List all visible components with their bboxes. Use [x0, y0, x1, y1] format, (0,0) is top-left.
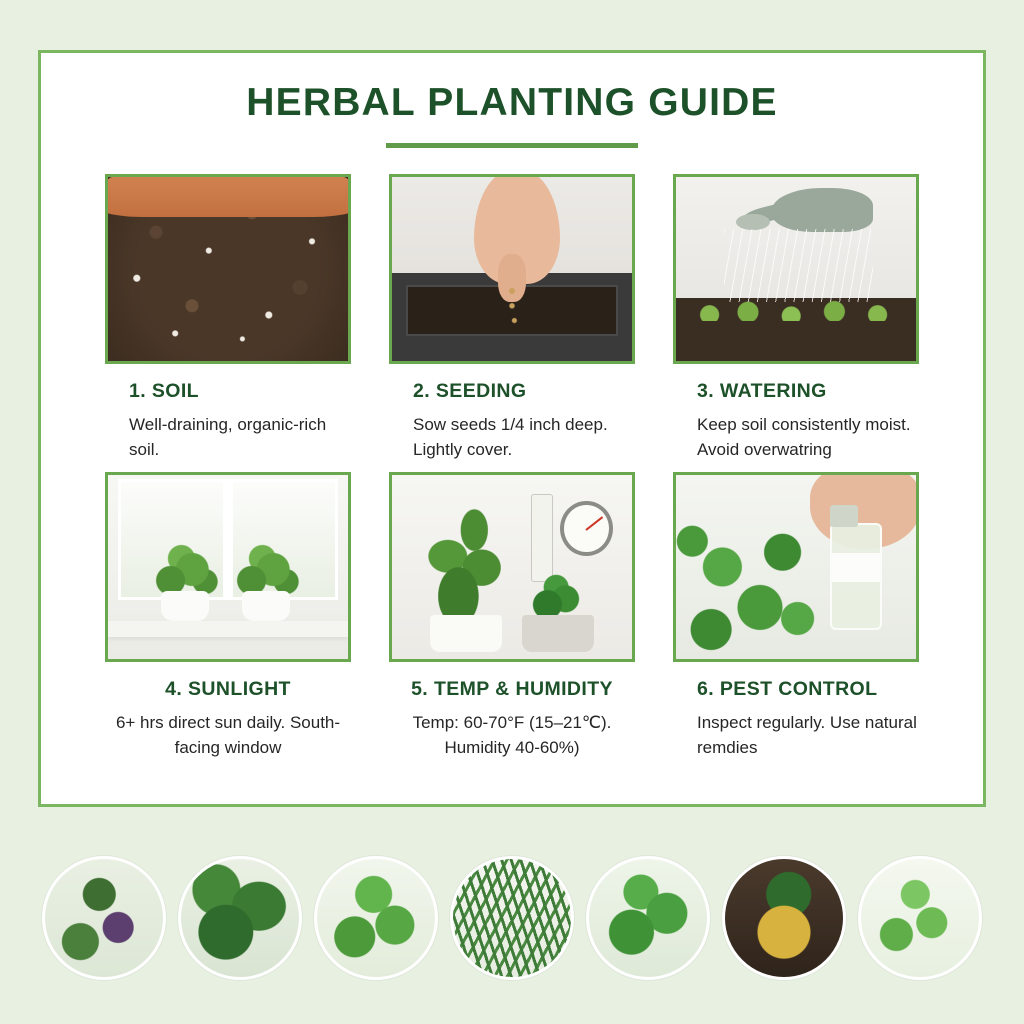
- herb-foliage-left-shape: [149, 542, 221, 597]
- step-title-pest-control: 6. PEST CONTROL: [697, 678, 878, 701]
- step-title-seeding: 2. SEEDING: [413, 380, 527, 402]
- humidity-gauge-icon: [560, 501, 613, 556]
- basil-plant-shape: [524, 571, 591, 619]
- white-pot-left-shape: [161, 591, 209, 620]
- step-card-temp-humidity: [389, 472, 635, 760]
- step-description-pest-control: Inspect regularly. Use natural remdies: [697, 713, 917, 757]
- step-card-pest-control: [673, 472, 919, 760]
- steps-grid: [105, 174, 919, 761]
- spraying-mint-with-natural-spray-photo: [673, 472, 919, 662]
- mint-herb-thumb: [586, 856, 710, 980]
- thermometer-icon: [531, 494, 553, 582]
- gauge-needle-shape: [586, 516, 604, 531]
- herb-thumbnail-strip: [0, 838, 1024, 998]
- step-description-seeding: Sow seeds 1/4 inch deep. Lightly cover.: [413, 415, 608, 459]
- page-title: HERBAL PLANTING GUIDE: [246, 81, 778, 124]
- step-title-watering: 3. WATERING: [697, 380, 827, 402]
- herb-foliage-right-shape: [230, 542, 302, 597]
- bay-leaf-herb-thumb: [178, 856, 302, 980]
- herbs-on-sunny-windowsill-photo: [105, 472, 351, 662]
- spray-bottle-label-shape: [832, 553, 880, 582]
- title-underline-divider: [386, 143, 638, 148]
- spray-nozzle-shape: [830, 505, 859, 527]
- concrete-pot-shape: [522, 615, 594, 652]
- step-title-sunlight: 4. SUNLIGHT: [165, 678, 291, 701]
- watering-can-over-seedlings-photo: [673, 174, 919, 364]
- mustard-seed-herb-thumb: [722, 856, 846, 980]
- step-description-soil: Well-draining, organic-rich soil.: [129, 415, 327, 459]
- perlite-specks-shape: [108, 177, 348, 361]
- soil-in-terracotta-pot-photo: [105, 174, 351, 364]
- step-card-seeding: [389, 174, 635, 462]
- rosemary-basil-with-thermometer-photo: [389, 472, 635, 662]
- basil-herb-thumb: [314, 856, 438, 980]
- windowsill-shape: [108, 621, 348, 638]
- rosemary-herb-thumb: [450, 856, 574, 980]
- step-card-sunlight: [105, 472, 351, 760]
- step-title-soil: 1. SOIL: [129, 380, 199, 402]
- white-pot-right-shape: [242, 591, 290, 620]
- step-description-watering: Keep soil consistently moist. Avoid overwatring: [697, 415, 911, 459]
- white-pot-shape: [430, 615, 502, 652]
- step-description-temp-humidity: Temp: 60-70°F (15–21℃). Humidity 40-60%): [412, 713, 612, 757]
- step-card-watering: [673, 174, 919, 462]
- falling-seeds-shape: [392, 177, 632, 361]
- hand-sowing-seeds-in-tray-photo: [389, 174, 635, 364]
- basil-purple-herb-thumb: [42, 856, 166, 980]
- step-title-temp-humidity: 5. TEMP & HUMIDITY: [411, 678, 613, 701]
- guide-card: [38, 50, 986, 807]
- cilantro-herb-thumb: [858, 856, 982, 980]
- step-description-sunlight: 6+ hrs direct sun daily. South-facing window: [115, 713, 341, 757]
- water-stream-shape: [724, 229, 873, 303]
- step-card-soil: [105, 174, 351, 462]
- rosemary-plant-shape: [416, 505, 522, 619]
